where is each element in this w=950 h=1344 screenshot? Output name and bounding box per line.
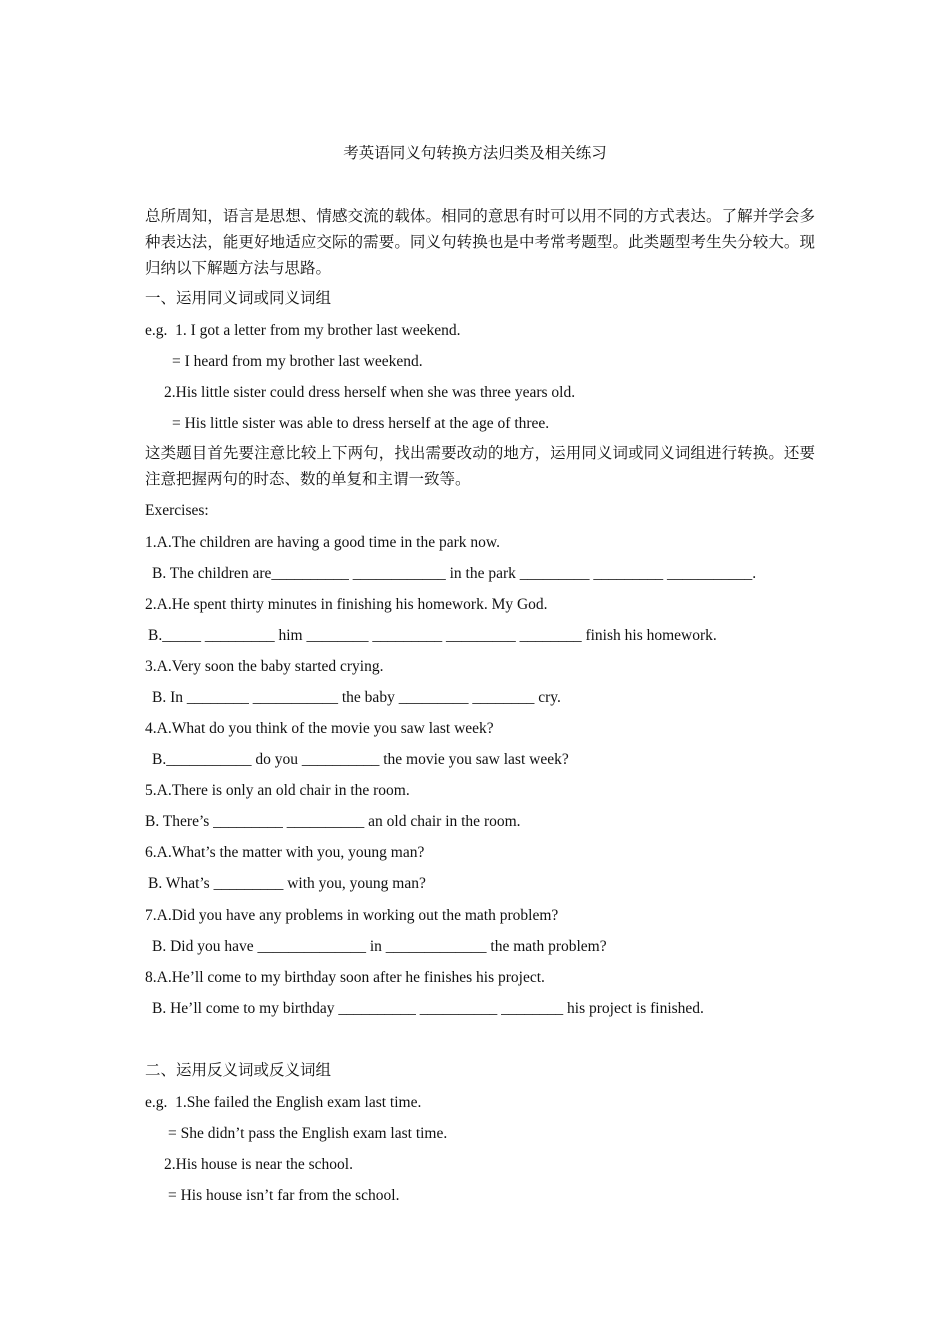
section1-heading: 一、运用同义词或同义词组 (145, 290, 332, 307)
exercise-b: B.___________ do you __________ the movie you saw last week? (152, 751, 569, 768)
exercise-b: B. In ________ ___________ the baby _________ ________ cry. (152, 689, 561, 706)
example-line: 2.His house is near the school. (164, 1156, 353, 1173)
exercise-b: B. Did you have ______________ in _____________ the math problem? (152, 938, 607, 955)
exercise-b: B. He’ll come to my birthday __________ __________ ________ his project is finished. (152, 1000, 704, 1017)
exercises-label: Exercises: (145, 502, 209, 519)
example-line: = His house isn’t far from the school. (168, 1187, 400, 1204)
exercise-a: 7.A.Did you have any problems in working out the math problem? (145, 907, 559, 924)
exercise-a: 8.A.He’ll come to my birthday soon after he finishes his project. (145, 969, 545, 986)
exercise-a: 5.A.There is only an old chair in the room. (145, 782, 410, 799)
exercise-a: 1.A.The children are having a good time in the park now. (145, 534, 500, 551)
example-line: = I heard from my brother last weekend. (172, 353, 423, 370)
section2-heading: 二、运用反义词或反义词组 (145, 1062, 332, 1079)
example-line: e.g. 1.She failed the English exam last time. (145, 1094, 422, 1111)
example-line: = She didn’t pass the English exam last time. (168, 1125, 448, 1142)
exercise-a: 3.A.Very soon the baby started crying. (145, 658, 384, 675)
exercise-b: B. There’s _________ __________ an old chair in the room. (145, 813, 521, 830)
example-line: 2.His little sister could dress herself when she was three years old. (164, 384, 576, 401)
exercise-a: 2.A.He spent thirty minutes in finishing his homework. My God. (145, 596, 548, 613)
intro-paragraph: 总所周知，语言是思想、情感交流的载体。相同的意思有时可以用不同的方式表达。了解并学会多种表达法，能更好地适应交际的需要。同义句转换也是中考常考题型。此类题型考生失分较大。现归纳以下解题方法与思路。 (145, 208, 815, 277)
section1-note: 这类题目首先要注意比较上下两句，找出需要改动的地方，运用同义词或同义词组进行转换。还要注意把握两句的时态、数的单复和主谓一致等。 (145, 445, 815, 488)
example-line: = His little sister was able to dress herself at the age of three. (172, 415, 550, 432)
example-line: e.g. 1. I got a letter from my brother last weekend. (145, 322, 461, 339)
exercise-a: 4.A.What do you think of the movie you saw last week? (145, 720, 494, 737)
exercise-b: B._____ _________ him ________ _________ _________ ________ finish his homework. (148, 627, 717, 644)
exercise-b: B. The children are__________ ____________ in the park _________ _________ ___________. (152, 565, 757, 582)
exercise-a: 6.A.What’s the matter with you, young man? (145, 844, 425, 861)
exercise-b: B. What’s _________ with you, young man? (148, 875, 426, 892)
document-title: 考英语同义句转换方法归类及相关练习 (343, 145, 607, 162)
